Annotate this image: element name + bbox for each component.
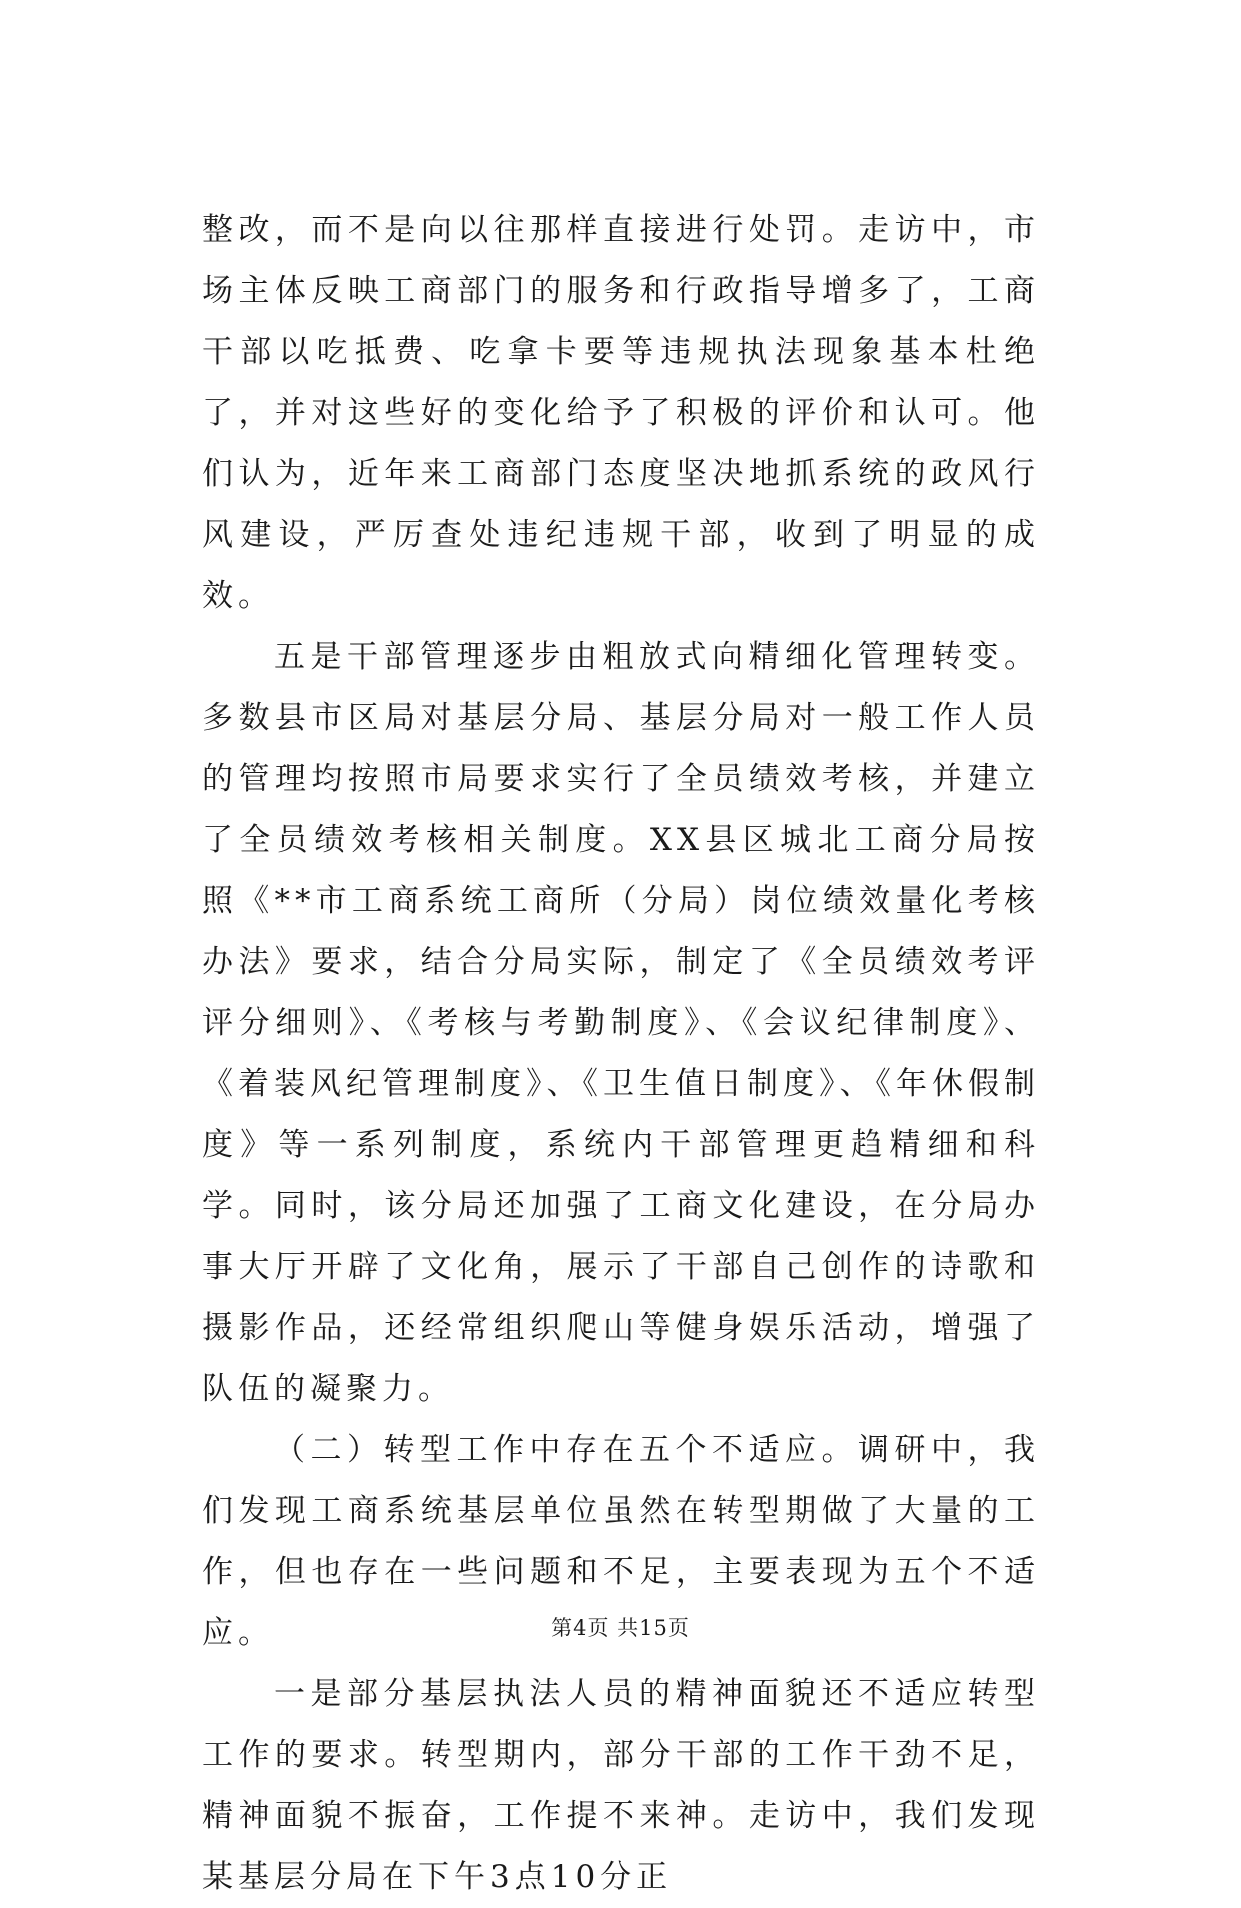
page-footer: 第4页 共15页 bbox=[551, 1616, 690, 1640]
paragraph-3: （二）转型工作中存在五个不适应。调研中，我们发现工商系统基层单位虽然在转型期做了大量的工作，但也存在一些问题和不足，主要表现为五个不适应。 bbox=[202, 1432, 1040, 1651]
document-body bbox=[202, 200, 1040, 1908]
paragraph-1: 整改，而不是向以往那样直接进行处罚。走访中，市场主体反映工商部门的服务和行政指导增多了，工商干部以吃抵费、吃拿卡要等违规执法现象基本杜绝了，并对这些好的变化给予了积极的评价和认可。他们认为，近年来工商部门态度坚决地抓系统的政风行风建设，严厉查处违纪违规干部，收到了明显的成效。 bbox=[202, 212, 1040, 614]
paragraph-4: 一是部分基层执法人员的精神面貌还不适应转型工作的要求。转型期内，部分干部的工作干劲不足，精神面貌不振奋，工作提不来神。走访中，我们发现某基层分局在下午3点10分正 bbox=[202, 1676, 1040, 1895]
paragraph-2: 五是干部管理逐步由粗放式向精细化管理转变。多数县市区局对基层分局、基层分局对一般工作人员的管理均按照市局要求实行了全员绩效考核，并建立了全员绩效考核相关制度。XX县区城北工商分局按照《**市工商系统工商所（分局）岗位绩效量化考核办法》要求，结合分局实际，制定了《全员绩效考评评分细则》、《考核与考勤制度》、《会议纪律制度》、《着装风纪管理制度》、《卫生值日制度》、《年休假制度》等一系列制度，系统内干部管理更趋精细和科学。同时，该分局还加强了工商文化建设，在分局办事大厅开辟了文化角，展示了干部自己创作的诗歌和摄影作品，还经常组织爬山等健身娱乐活动，增强了队伍的凝聚力。 bbox=[202, 639, 1040, 1407]
